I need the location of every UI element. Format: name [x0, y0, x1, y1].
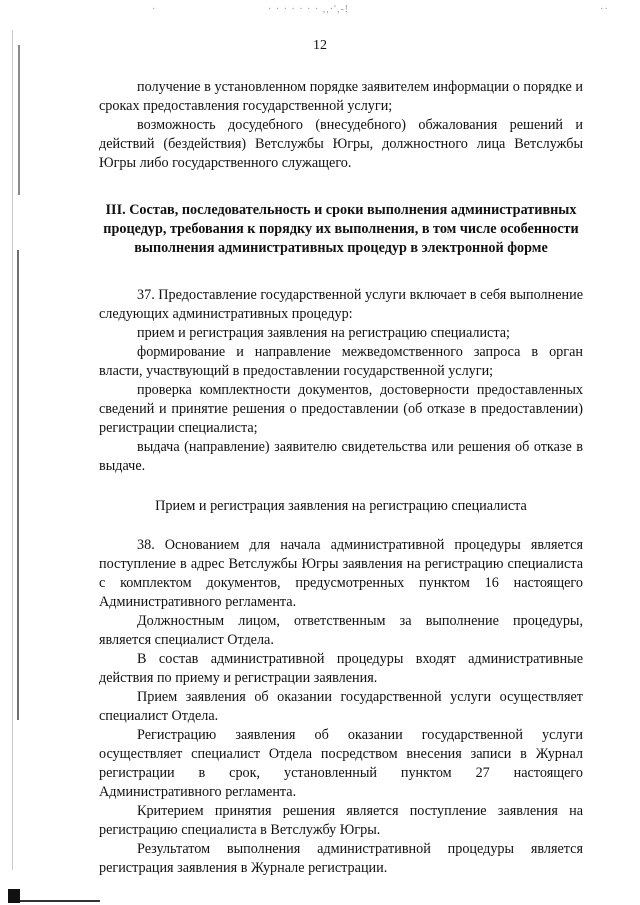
subheading: Прием и регистрация заявления на регистрацию специалиста: [155, 498, 527, 514]
scan-edge-mark: [18, 45, 20, 195]
list-item: формирование и направление межведомственного запроса в орган власти, участвующий в предоставлении государственной услуги;: [99, 344, 583, 379]
paragraph: В состав административной процедуры входят административные действия по приему и регистрации заявления.: [99, 651, 583, 686]
scan-edge-line: [12, 30, 13, 870]
scan-edge-mark: [17, 250, 19, 720]
scan-noise-middle: · · · · · · · ,,·',-!: [268, 4, 350, 15]
paragraph: Прием заявления об оказании государственной услуги осуществляет специалист Отдела.: [99, 689, 583, 724]
paragraph: получение в установленном порядке заявителем информации о порядке и сроках предоставления государственной услуги;: [99, 79, 583, 114]
paragraph-38: 38. Основанием для начала административной процедуры является поступление в адрес Ветслужбы Югры заявления на регистрацию специалиста с комплектом документов, предусмотренных пунктом 16 настоящего Административного регламента.: [99, 537, 583, 610]
scan-corner-line: [20, 900, 100, 902]
section-heading: III. Состав, последовательность и сроки выполнения административных процедур, требования к порядку их выполнения, в том числе особенности выполнения административных процедур в электронной форме: [103, 202, 579, 256]
list-item: прием и регистрация заявления на регистрацию специалиста;: [137, 325, 510, 341]
scan-corner-mark: [8, 889, 20, 903]
scan-noise-left: ·: [152, 4, 157, 15]
paragraph: возможность досудебного (внесудебного) обжалования решений и действий (бездействия) Ветслужбы Югры, должностного лица Ветслужбы Югры либо государственного служащего.: [99, 117, 583, 171]
scan-noise-right: ··: [600, 4, 609, 15]
list-item: проверка комплектности документов, достоверности предоставленных сведений и принятие решения о предоставлении (об отказе в предоставлении) регистрации специалиста;: [99, 382, 583, 436]
document-body: [99, 78, 583, 878]
paragraph: Регистрацию заявления об оказании государственной услуги осуществляет специалист Отдела посредством внесения записи в Журнал регистрации в срок, установленный пунктом 27 настоящего Административного регламента.: [99, 727, 583, 800]
page-number: 12: [313, 38, 327, 53]
paragraph-37: 37. Предоставление государственной услуги включает в себя выполнение следующих административных процедур:: [99, 287, 583, 322]
list-item: выдача (направление) заявителю свидетельства или решения об отказе в выдаче.: [99, 439, 583, 474]
paragraph: Должностным лицом, ответственным за выполнение процедуры, является специалист Отдела.: [99, 613, 583, 648]
paragraph: Результатом выполнения административной процедуры является регистрация заявления в Журнале регистрации.: [99, 841, 583, 876]
paragraph: Критерием принятия решения является поступление заявления на регистрацию специалиста в Ветслужбу Югры.: [99, 803, 583, 838]
